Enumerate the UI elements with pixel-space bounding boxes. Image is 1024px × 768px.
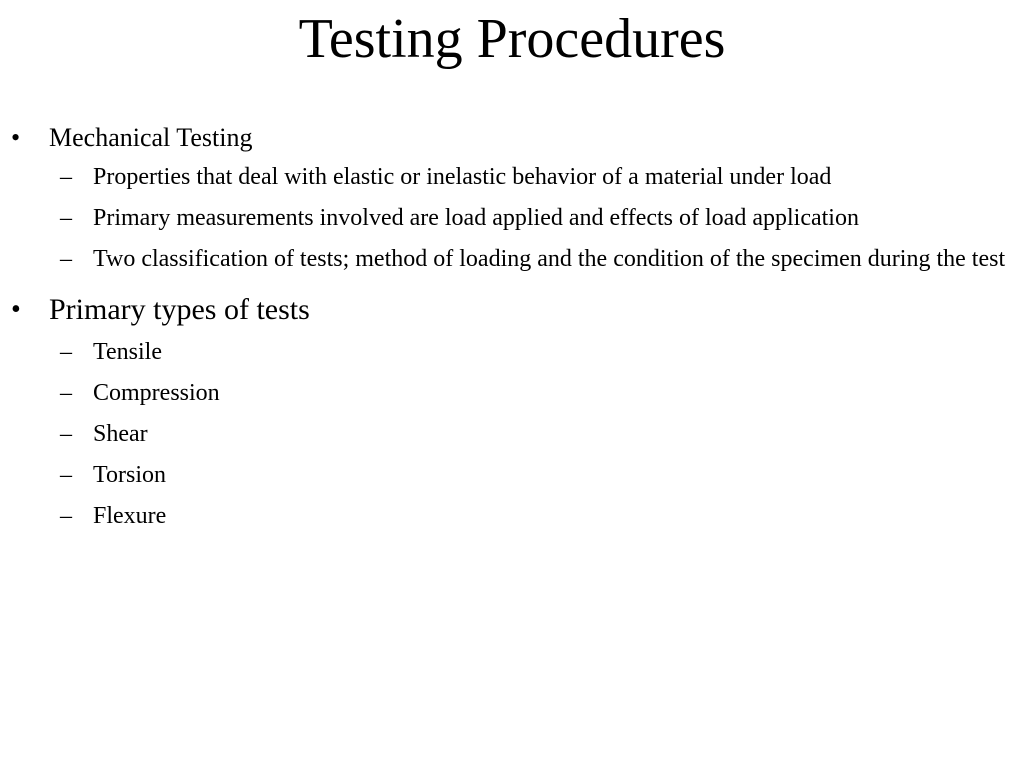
dash-marker: –: [60, 246, 72, 272]
bullet-text: Mechanical Testing: [49, 123, 253, 152]
sub-bullet-item: [0, 417, 1024, 458]
bullet-item: [0, 285, 1024, 335]
sub-bullet-list: [0, 335, 1024, 540]
sub-bullet-text: Flexure: [93, 503, 167, 529]
sub-bullet-list: [0, 160, 1024, 283]
bullet-marker: •: [11, 294, 21, 325]
sub-bullet-item: [0, 335, 1024, 376]
sub-bullet-item: [0, 201, 1024, 242]
sub-bullet-text: Torsion: [93, 462, 166, 488]
sub-bullet-item: [0, 160, 1024, 201]
slide-title: Testing Procedures: [298, 8, 726, 70]
bullet-group-primary-types: [0, 285, 1024, 540]
sub-bullet-item: [0, 376, 1024, 417]
bullet-text: Primary types of tests: [49, 293, 310, 326]
bullet-item: [0, 116, 1024, 160]
sub-bullet-text: Two classification of tests; method of loading and the condition of the specimen during the test: [93, 246, 1006, 272]
sub-bullet-text: Primary measurements involved are load applied and effects of load application: [93, 205, 859, 231]
sub-bullet-text: Properties that deal with elastic or inelastic behavior of a material under load: [93, 164, 832, 190]
sub-bullet-item: [0, 242, 1024, 283]
bullet-group-mechanical-testing: [0, 116, 1024, 283]
sub-bullet-item: [0, 458, 1024, 499]
dash-marker: –: [60, 339, 72, 365]
dash-marker: –: [60, 421, 72, 447]
sub-bullet-item: [0, 499, 1024, 540]
sub-bullet-text: Tensile: [93, 339, 162, 365]
bullet-list: [0, 116, 1024, 540]
dash-marker: –: [60, 503, 72, 529]
bullet-marker: •: [11, 123, 21, 152]
dash-marker: –: [60, 380, 72, 406]
sub-bullet-text: Compression: [93, 380, 220, 406]
dash-marker: –: [60, 164, 72, 190]
dash-marker: –: [60, 462, 72, 488]
sub-bullet-text: Shear: [93, 421, 148, 447]
dash-marker: –: [60, 205, 72, 231]
